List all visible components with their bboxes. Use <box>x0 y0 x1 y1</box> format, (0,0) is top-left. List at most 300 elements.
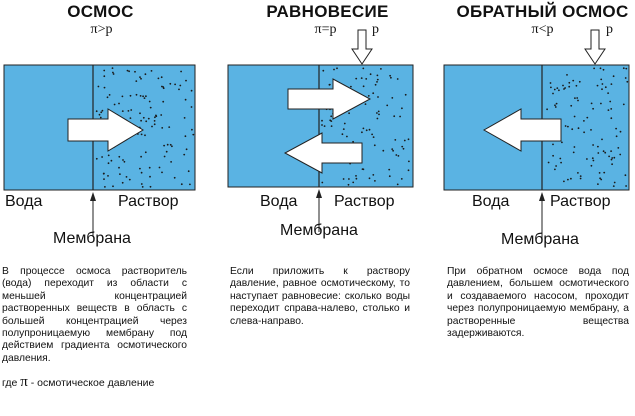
solute-particle <box>141 134 143 136</box>
solute-particle <box>191 106 193 108</box>
solute-particle <box>164 156 166 158</box>
solute-particle <box>597 152 599 154</box>
solute-particle <box>616 135 618 137</box>
footnote-prefix: где <box>2 377 18 389</box>
panel-equilibrium <box>228 0 433 260</box>
solute-particle <box>127 110 129 112</box>
solute-particle <box>603 150 605 152</box>
solute-particle <box>372 92 374 94</box>
solute-particle <box>593 160 595 162</box>
solute-particle <box>552 93 554 95</box>
solution-label: Раствор <box>334 193 395 210</box>
solute-particle <box>623 67 625 69</box>
solute-particle <box>554 104 556 106</box>
solute-particle <box>149 167 151 169</box>
solute-particle <box>141 172 143 174</box>
solute-particle <box>603 172 605 174</box>
solute-particle <box>377 75 379 77</box>
equilibrium-description: Если приложить к раствору давление, равное осмотическому, то наступает равновесие: сколько воды переходит справа-налево, столько и слева-направо. <box>230 266 410 327</box>
solute-particle <box>134 71 136 73</box>
solute-particle <box>144 97 146 99</box>
solute-particle <box>130 95 132 97</box>
solute-particle <box>562 85 564 87</box>
solute-particle <box>614 182 616 184</box>
solute-particle <box>103 75 105 77</box>
solute-particle <box>167 144 169 146</box>
solute-particle <box>617 147 619 149</box>
pressure-arrow <box>585 30 605 64</box>
solute-particle <box>377 96 379 98</box>
solute-particle <box>577 172 579 174</box>
solute-particle <box>186 148 188 150</box>
solute-particle <box>122 159 124 161</box>
solute-particle <box>398 155 400 157</box>
solute-particle <box>103 173 105 175</box>
solute-particle <box>174 177 176 179</box>
solute-particle <box>130 117 132 119</box>
solute-particle <box>112 72 114 74</box>
solute-particle <box>356 178 358 180</box>
solute-particle <box>148 118 150 120</box>
solute-particle <box>324 125 326 127</box>
solute-particle <box>554 89 556 91</box>
solute-particle <box>191 129 193 131</box>
solute-particle <box>395 154 397 156</box>
solute-particle <box>625 174 627 176</box>
solute-particle <box>343 128 345 130</box>
solute-particle <box>377 118 379 120</box>
solute-particle <box>140 156 142 158</box>
solute-particle <box>567 179 569 181</box>
solute-particle <box>571 128 573 130</box>
solute-particle <box>99 114 101 116</box>
solute-particle <box>128 70 130 72</box>
solute-particle <box>141 183 143 185</box>
solute-particle <box>550 82 552 84</box>
solute-particle <box>150 186 152 188</box>
solute-particle <box>150 107 152 109</box>
membrane-pointer-head <box>90 192 96 201</box>
solute-particle <box>603 69 605 71</box>
solute-particle <box>122 182 124 184</box>
solute-particle <box>574 97 576 99</box>
solute-particle <box>161 76 163 78</box>
solute-particle <box>401 107 403 109</box>
solute-particle <box>352 182 354 184</box>
solute-particle <box>600 79 602 81</box>
solute-particle <box>405 94 407 96</box>
solute-particle <box>408 161 410 163</box>
solute-particle <box>151 70 153 72</box>
pressure-label: p <box>372 22 379 37</box>
footnote-text: - осмотическое давление <box>27 377 155 389</box>
solute-particle <box>329 119 331 121</box>
solute-particle <box>591 103 593 105</box>
solute-particle <box>371 134 373 136</box>
solute-particle <box>591 165 593 167</box>
solute-particle <box>376 81 378 83</box>
solute-particle <box>179 85 181 87</box>
solute-particle <box>586 158 588 160</box>
solute-particle <box>623 104 625 106</box>
solute-particle <box>184 117 186 119</box>
solute-particle <box>579 81 581 83</box>
water-compartment <box>228 65 319 187</box>
solute-particle <box>118 156 120 158</box>
solute-particle <box>550 87 552 89</box>
solute-particle <box>174 84 176 86</box>
solute-particle <box>605 86 607 88</box>
solute-particle <box>355 78 357 80</box>
footnote <box>2 374 154 391</box>
solute-particle <box>548 162 550 164</box>
solute-particle <box>107 175 109 177</box>
panel-osmosis <box>0 0 205 260</box>
solute-particle <box>103 70 105 72</box>
solute-particle <box>163 145 165 147</box>
solute-particle <box>103 178 105 180</box>
solute-particle <box>122 110 124 112</box>
pi-symbol: π <box>20 374 28 390</box>
solute-particle <box>160 114 162 116</box>
solute-particle <box>348 184 350 186</box>
pressure-label: p <box>606 22 613 37</box>
solute-particle <box>329 84 331 86</box>
solute-particle <box>100 117 102 119</box>
solute-particle <box>374 144 376 146</box>
panel-title: ОСМОС <box>67 2 134 21</box>
solute-particle <box>361 77 363 79</box>
solute-particle <box>382 150 384 152</box>
solute-particle <box>390 77 392 79</box>
solute-particle <box>597 183 599 185</box>
pressure-condition: π=p <box>314 22 337 37</box>
osmosis-description: В процессе осмоса растворитель (вода) переходит из области с меньшей концентрацией растворенных веществ в область с большей концентрацией через полупроницаемую мембрану под действием градиента осмотического давления. <box>2 266 187 364</box>
pressure-arrow <box>352 30 372 64</box>
membrane-label: Мембрана <box>501 231 579 248</box>
solute-particle <box>154 116 156 118</box>
solute-particle <box>552 144 554 146</box>
solute-particle <box>363 85 365 87</box>
membrane-pointer-head <box>316 189 322 198</box>
solute-particle <box>108 162 110 164</box>
solute-particle <box>610 117 612 119</box>
solute-particle <box>608 156 610 158</box>
solute-particle <box>399 116 401 118</box>
solute-particle <box>344 123 346 125</box>
panel-title: РАВНОВЕСИЕ <box>266 2 389 21</box>
solute-particle <box>388 169 390 171</box>
solute-particle <box>610 108 612 110</box>
solute-particle <box>376 112 378 114</box>
solute-particle <box>363 168 365 170</box>
solute-particle <box>408 169 410 171</box>
membrane-label: Мембрана <box>280 222 358 239</box>
solute-particle <box>114 104 116 106</box>
solute-particle <box>135 80 137 82</box>
solute-particle <box>124 161 126 163</box>
solute-particle <box>104 87 106 89</box>
solute-particle <box>362 68 364 70</box>
reverse-osmosis-diagram <box>444 0 635 260</box>
equilibrium-diagram <box>228 0 438 260</box>
solute-particle <box>572 80 574 82</box>
solute-particle <box>162 101 164 103</box>
solute-particle <box>574 146 576 148</box>
water-label: Вода <box>260 193 298 210</box>
solute-particle <box>154 120 156 122</box>
pressure-condition: π<p <box>531 22 554 37</box>
solute-particle <box>145 95 147 97</box>
reverse-osmosis-description: При обратном осмосе вода под давлением, большем осмотического и создаваемого насосом, проходит через полупроницаемую мембрану, а растворенные вещества задерживаются. <box>447 266 629 340</box>
solute-particle <box>601 88 603 90</box>
solute-particle <box>181 183 183 185</box>
solute-particle <box>576 97 578 99</box>
solute-particle <box>163 87 165 89</box>
solute-particle <box>158 78 160 80</box>
solute-particle <box>397 184 399 186</box>
solute-particle <box>321 182 323 184</box>
solute-particle <box>185 135 187 137</box>
solute-particle <box>554 169 556 171</box>
solute-particle <box>574 116 576 118</box>
solute-particle <box>568 82 570 84</box>
solute-particle <box>600 67 602 69</box>
solute-particle <box>366 129 368 131</box>
solute-particle <box>343 178 345 180</box>
solute-particle <box>161 172 163 174</box>
membrane-label: Мембрана <box>53 230 131 247</box>
solute-particle <box>546 108 548 110</box>
solute-particle <box>185 80 187 82</box>
solute-particle <box>136 94 138 96</box>
solute-particle <box>580 178 582 180</box>
solute-particle <box>604 152 606 154</box>
solute-particle <box>336 67 338 69</box>
solute-particle <box>369 129 371 131</box>
solute-particle <box>322 70 324 72</box>
solute-particle <box>368 95 370 97</box>
solution-label: Раствор <box>550 193 611 210</box>
solute-particle <box>130 109 132 111</box>
solute-particle <box>119 173 121 175</box>
solute-particle <box>565 125 567 127</box>
solute-particle <box>108 155 110 157</box>
panel-title: ОБРАТНЫЙ ОСМОС <box>456 2 629 21</box>
solute-particle <box>330 115 332 117</box>
solute-particle <box>145 151 147 153</box>
solute-particle <box>611 83 613 85</box>
solute-particle <box>139 112 141 114</box>
solute-particle <box>576 85 578 87</box>
solute-particle <box>363 127 365 129</box>
solute-particle <box>170 161 172 163</box>
solute-particle <box>597 146 599 148</box>
solute-particle <box>151 126 153 128</box>
solute-particle <box>592 144 594 146</box>
solute-particle <box>96 158 98 160</box>
solute-particle <box>615 128 617 130</box>
membrane-pointer-head <box>539 192 545 201</box>
solute-particle <box>552 155 554 157</box>
solute-particle <box>342 133 344 135</box>
solute-particle <box>592 108 594 110</box>
solute-particle <box>556 103 558 105</box>
solute-particle <box>599 172 601 174</box>
solute-particle <box>590 129 592 131</box>
solute-particle <box>142 95 144 97</box>
solute-particle <box>404 140 406 142</box>
solute-particle <box>377 79 379 81</box>
panel-reverse-osmosis <box>444 0 635 260</box>
solute-particle <box>609 101 611 103</box>
solute-particle <box>558 89 560 91</box>
solute-particle <box>556 87 558 89</box>
solute-particle <box>140 120 142 122</box>
solute-particle <box>145 120 147 122</box>
solute-particle <box>143 117 145 119</box>
solute-particle <box>112 67 114 69</box>
solute-particle <box>570 105 572 107</box>
solute-particle <box>613 157 615 159</box>
solute-particle <box>96 110 98 112</box>
solute-particle <box>348 112 350 114</box>
solute-particle <box>555 106 557 108</box>
solute-particle <box>586 117 588 119</box>
solute-particle <box>625 77 627 79</box>
solute-particle <box>380 68 382 70</box>
solute-particle <box>102 110 104 112</box>
solute-particle <box>369 177 371 179</box>
solute-particle <box>555 165 557 167</box>
solute-particle <box>560 162 562 164</box>
solute-particle <box>393 115 395 117</box>
solute-particle <box>580 175 582 177</box>
solute-particle <box>188 170 190 172</box>
solute-particle <box>619 154 621 156</box>
solute-particle <box>600 179 602 181</box>
solute-particle <box>155 115 157 117</box>
solute-particle <box>620 131 622 133</box>
solute-particle <box>375 84 377 86</box>
solute-particle <box>391 97 393 99</box>
solute-particle <box>98 86 100 88</box>
solute-particle <box>577 100 579 102</box>
solute-particle <box>159 167 161 169</box>
solute-particle <box>566 74 568 76</box>
solute-particle <box>101 156 103 158</box>
solute-particle <box>169 83 171 85</box>
solute-particle <box>593 68 595 70</box>
solute-particle <box>166 151 168 153</box>
solute-particle <box>625 68 627 70</box>
solute-particle <box>346 136 348 138</box>
solute-particle <box>365 78 367 80</box>
solute-particle <box>568 86 570 88</box>
solute-particle <box>352 141 354 143</box>
solute-particle <box>583 120 585 122</box>
solute-particle <box>626 81 628 83</box>
solute-particle <box>365 103 367 105</box>
solute-particle <box>361 131 363 133</box>
solute-particle <box>178 89 180 91</box>
solute-particle <box>142 186 144 188</box>
solute-particle <box>403 148 405 150</box>
solute-particle <box>559 158 561 160</box>
solute-particle <box>154 123 156 125</box>
solute-particle <box>611 163 613 165</box>
solute-particle <box>611 159 613 161</box>
solute-particle <box>139 168 141 170</box>
solute-particle <box>397 78 399 80</box>
solute-particle <box>321 124 323 126</box>
solute-particle <box>118 167 120 169</box>
solute-particle <box>570 178 572 180</box>
solute-particle <box>331 125 333 127</box>
solute-particle <box>378 114 380 116</box>
solute-particle <box>394 139 396 141</box>
solute-particle <box>389 75 391 77</box>
solute-particle <box>189 184 191 186</box>
solute-particle <box>370 73 372 75</box>
solute-particle <box>145 73 147 75</box>
pressure-condition: π>p <box>90 22 113 37</box>
osmosis-diagram <box>0 0 210 260</box>
solute-particle <box>140 78 142 80</box>
solute-particle <box>355 175 357 177</box>
solute-particle <box>183 154 185 156</box>
solute-particle <box>118 103 120 105</box>
solute-particle <box>139 76 141 78</box>
solute-particle <box>597 85 599 87</box>
solute-particle <box>107 96 109 98</box>
water-label: Вода <box>5 193 43 210</box>
solute-particle <box>561 142 563 144</box>
solute-particle <box>392 150 394 152</box>
solute-particle <box>564 87 566 89</box>
solute-particle <box>111 160 113 162</box>
solute-particle <box>592 157 594 159</box>
solute-particle <box>161 127 163 129</box>
solute-particle <box>583 131 585 133</box>
solute-particle <box>180 71 182 73</box>
solute-particle <box>386 105 388 107</box>
solute-particle <box>601 139 603 141</box>
solute-particle <box>391 148 393 150</box>
solute-particle <box>149 101 151 103</box>
solute-particle <box>168 126 170 128</box>
solution-label: Раствор <box>118 193 179 210</box>
solute-particle <box>374 180 376 182</box>
solute-particle <box>161 86 163 88</box>
solute-particle <box>611 157 613 159</box>
solute-particle <box>191 90 193 92</box>
solute-particle <box>578 127 580 129</box>
solute-particle <box>602 83 604 85</box>
solute-particle <box>129 179 131 181</box>
water-label: Вода <box>472 193 510 210</box>
solute-particle <box>600 103 602 105</box>
solute-particle <box>127 70 129 72</box>
solute-particle <box>563 181 565 183</box>
solute-particle <box>104 186 106 188</box>
solute-particle <box>126 176 128 178</box>
solute-particle <box>573 152 575 154</box>
solute-particle <box>613 75 615 77</box>
solute-particle <box>149 176 151 178</box>
solute-particle <box>348 178 350 180</box>
solute-particle <box>607 92 609 94</box>
